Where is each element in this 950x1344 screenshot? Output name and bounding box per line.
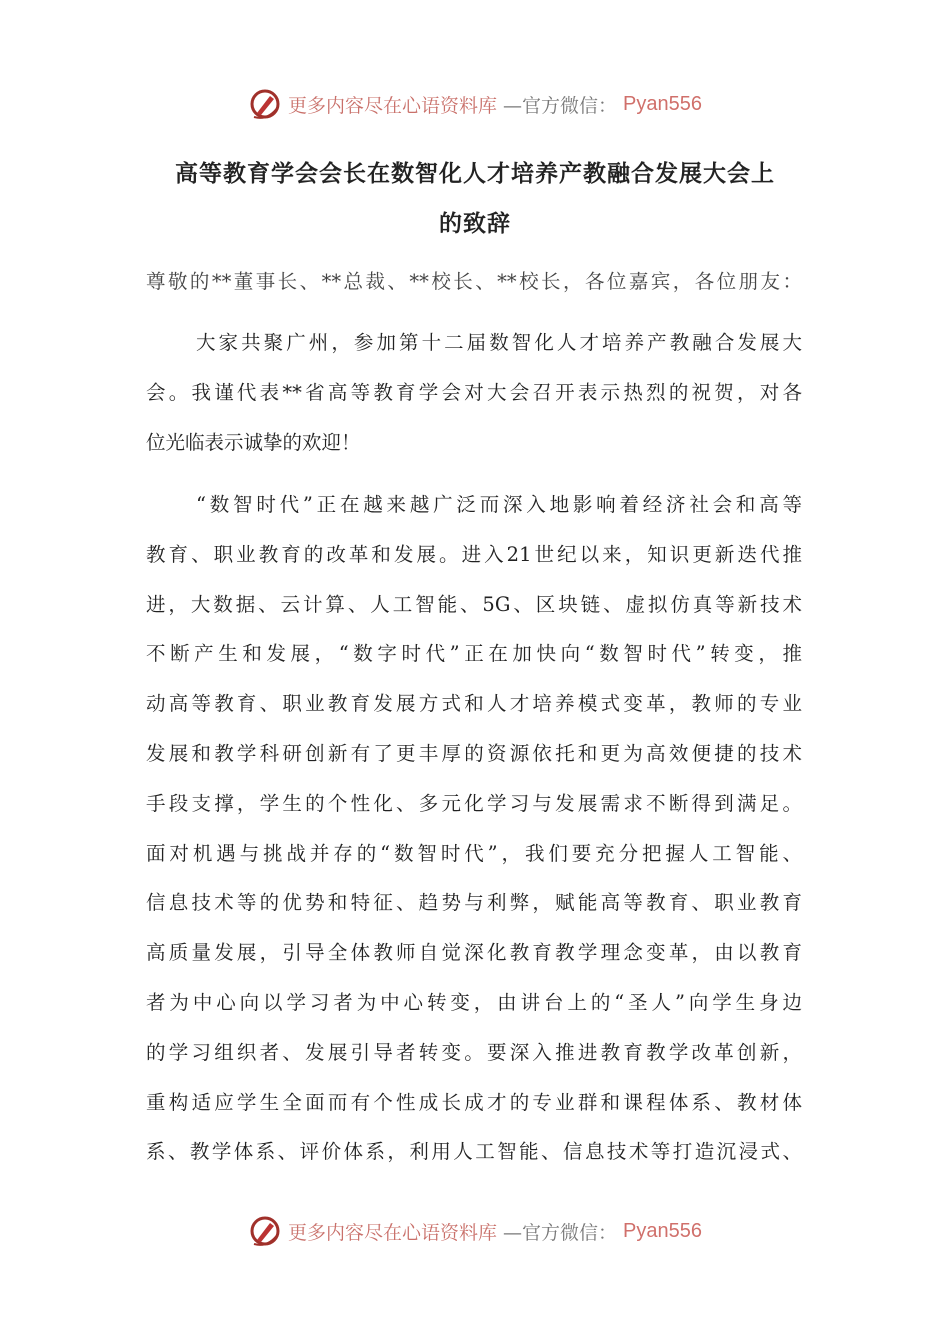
banner-text: 更多内容尽在心语资料库 <box>288 94 498 117</box>
paragraph-line: 者为中心向以学习者为中心转变，由讲台上的“圣人”向学生身边 <box>146 991 802 1014</box>
banner-wechat-id: Pyan556 <box>623 1219 702 1242</box>
pen-logo-icon <box>248 1214 282 1248</box>
paragraph-line: 教育、职业教育的改革和发展。进入21世纪以来，知识更新迭代推 <box>146 542 802 566</box>
banner-wechat-label: —官方微信： <box>503 94 618 117</box>
document-title-line-1: 高等教育学会会长在数智化人才培养产教融合发展大会上 <box>175 160 775 187</box>
paragraph-line: 位光临表示诚挚的欢迎！ <box>146 430 361 454</box>
paragraph-line: 不断产生和发展，“数字时代”正在加快向“数智时代”转变，推 <box>146 642 802 666</box>
paragraph-line: 信息技术等的优势和特征、趋势与利弊，赋能高等教育、职业教育 <box>146 891 802 915</box>
paragraph-line: “数智时代”正在越来越广泛而深入地影响着经济社会和高等 <box>196 493 802 516</box>
paragraph-line: 的学习组织者、发展引导者转变。要深入推进教育教学改革创新， <box>146 1040 802 1064</box>
banner-wechat-label: —官方微信： <box>503 1221 618 1244</box>
pen-logo-icon <box>248 87 282 121</box>
salutation: 尊敬的**董事长、**总裁、**校长、**校长，各位嘉宾，各位朋友： <box>146 270 802 293</box>
footer-watermark-banner <box>0 1211 950 1251</box>
paragraph-line: 会。我谨代表**省高等教育学会对大会召开表示热烈的祝贺，对各 <box>146 380 802 404</box>
paragraph-line: 高质量发展，引导全体教师自觉深化教育教学理念变革，由以教育 <box>146 941 802 965</box>
paragraph-line: 手段支撑，学生的个性化、多元化学习与发展需求不断得到满足。 <box>146 791 802 815</box>
paragraph-line: 面对机遇与挑战并存的“数智时代”，我们要充分把握人工智能、 <box>146 841 802 865</box>
header-watermark-banner <box>0 84 950 124</box>
paragraph-line: 大家共聚广州，参加第十二届数智化人才培养产教融合发展大 <box>196 331 802 354</box>
paragraph-line: 动高等教育、职业教育发展方式和人才培养模式变革，教师的专业 <box>146 692 802 716</box>
banner-wechat-id: Pyan556 <box>623 92 702 115</box>
document-title-line-2: 的致辞 <box>439 210 511 237</box>
paragraph-line: 重构适应学生全面而有个性成长成才的专业群和课程体系、教材体 <box>146 1090 802 1114</box>
paragraph-line: 发展和教学科研创新有了更丰厚的资源依托和更为高效便捷的技术 <box>146 742 802 765</box>
paragraph-line: 系、教学体系、评价体系，利用人工智能、信息技术等打造沉浸式、 <box>146 1140 802 1164</box>
banner-text: 更多内容尽在心语资料库 <box>288 1221 498 1244</box>
paragraph-line: 进，大数据、云计算、人工智能、5G、区块链、虚拟仿真等新技术 <box>146 592 802 616</box>
